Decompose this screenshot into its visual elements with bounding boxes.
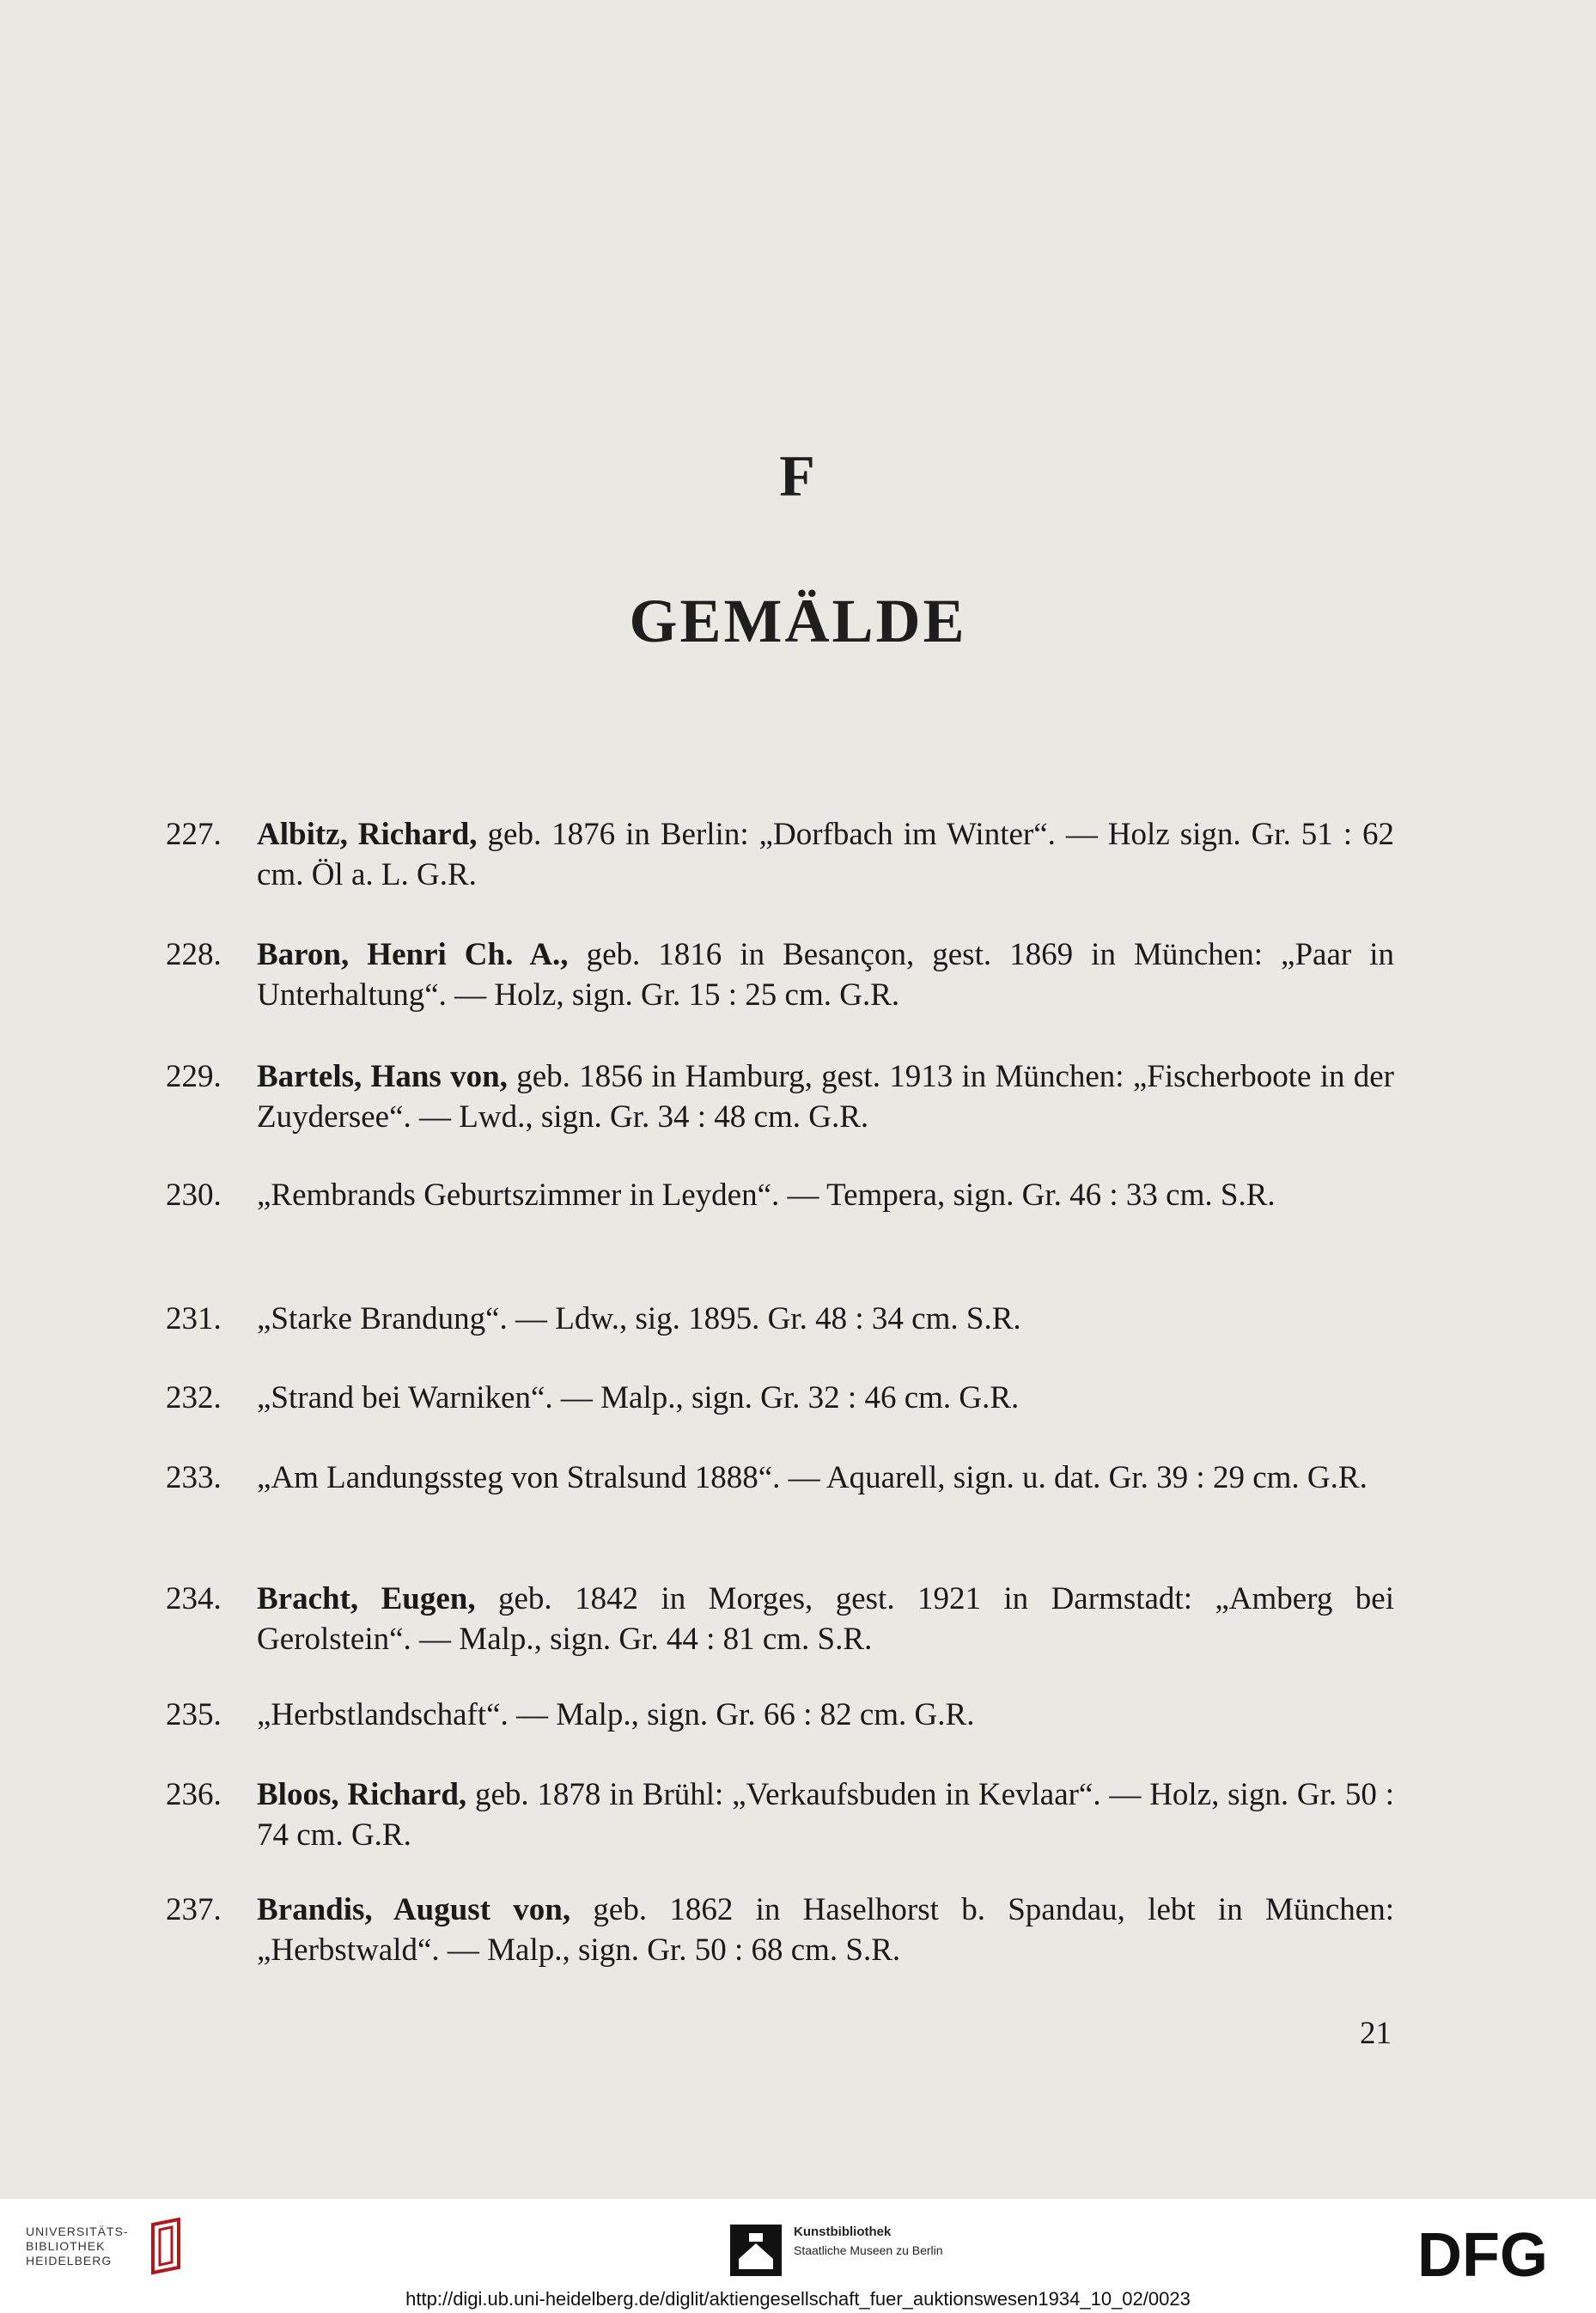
catalog-entry [166,1175,1394,1215]
university-library-logo[interactable] [26,2225,129,2268]
section-title: GEMÄLDE [629,587,967,655]
section-letter: F [779,443,817,508]
dfg-logo-text: DFG [1417,2225,1548,2285]
entry-text: geb. 1842 in Morges, gest. 1921 in Darmstadt: „Amberg bei Gerolstein“. — Malp., sign. Gr. 44 : 81 cm. S.R. [257,1581,1394,1657]
entry-text: „Starke Brandung“. — Ldw., sig. 1895. Gr. 48 : 34 cm. S.R. [257,1301,1021,1336]
catalog-entry [166,1774,1394,1855]
source-url-link[interactable]: http://digi.ub.uni-heidelberg.de/diglit/aktiengesellschaft_fuer_auktionswesen1934_10_02/0023 [405,2288,1191,2310]
entry-number: 228. [166,937,222,972]
artist-name: Brandis, August von, [257,1892,571,1927]
entry-text: geb. 1876 in Berlin: „Dorfbach im Winter“. — Holz sign. Gr. 51 : 62 cm. Öl a. L. G.R. [257,817,1394,892]
library-title: Kunstbibliothek [794,2225,892,2239]
entry-number: 234. [166,1581,222,1616]
entry-text: geb. 1816 in Besançon, gest. 1869 in München: „Paar in Unterhaltung“. — Holz, sign. Gr. 15 : 25 cm. G.R. [257,937,1394,1013]
artist-name: Bartels, Hans von, [257,1059,508,1094]
catalog-entry [166,814,1394,895]
catalog-entry [166,1299,1394,1339]
entry-number: 237. [166,1892,222,1927]
dfg-logo-icon[interactable] [1417,2225,1572,2285]
catalog-entry [166,1695,1394,1735]
artist-name: Bloos, Richard, [257,1777,467,1812]
artist-name: Baron, Henri Ch. A., [257,937,569,972]
entry-text: „Am Landungssteg von Stralsund 1888“. — Aquarell, sign. u. dat. Gr. 39 : 29 cm. G.R. [257,1460,1368,1495]
artist-name: Albitz, Richard, [257,817,478,852]
entry-number: 236. [166,1777,222,1812]
entry-text: „Strand bei Warniken“. — Malp., sign. Gr. 32 : 46 cm. G.R. [257,1380,1020,1415]
artist-name: Bracht, Eugen, [257,1581,476,1616]
catalog-entry [166,1579,1394,1659]
entry-text: „Herbstlandschaft“. — Malp., sign. Gr. 66 : 82 cm. G.R. [257,1697,975,1732]
catalog-entry [166,1378,1394,1418]
entry-number: 232. [166,1380,222,1415]
catalog-entry [166,1056,1394,1137]
entry-number: 233. [166,1460,222,1495]
entry-number: 227. [166,817,222,852]
entry-text: geb. 1856 in Hamburg, gest. 1913 in München: „Fischerboote in der Zuydersee“. — Lwd., sign. Gr. 34 : 48 cm. G.R. [257,1059,1394,1135]
logo-text-line: HEIDELBERG [26,2254,113,2267]
entry-number: 231. [166,1301,222,1336]
logo-text-line: UNIVERSITÄTS- [26,2225,129,2238]
entry-number: 235. [166,1697,222,1732]
entry-number: 229. [166,1059,222,1094]
kunstbibliothek-logo-icon[interactable] [730,2225,782,2276]
library-subtitle: Staatliche Museen zu Berlin [794,2243,943,2257]
page-number: 21 [1360,2016,1392,2051]
catalog-entry [166,934,1394,1015]
entry-text: geb. 1862 in Haselhorst b. Spandau, lebt in München: „Herbstwald“. — Malp., sign. Gr. 50 : 68 cm. S.R. [257,1892,1394,1968]
university-emblem-icon [144,2218,191,2278]
logo-text-line: BIBLIOTHEK [26,2239,106,2253]
catalog-entry [166,1458,1394,1498]
entry-number: 230. [166,1178,222,1213]
catalog-entry [166,1890,1394,1970]
footer-bar [0,2199,1596,2313]
entry-text: „Rembrands Geburtszimmer in Leyden“. — Tempera, sign. Gr. 46 : 33 cm. S.R. [257,1178,1276,1213]
entry-text: geb. 1878 in Brühl: „Verkaufsbuden in Kevlaar“. — Holz, sign. Gr. 50 : 74 cm. G.R. [257,1777,1394,1853]
